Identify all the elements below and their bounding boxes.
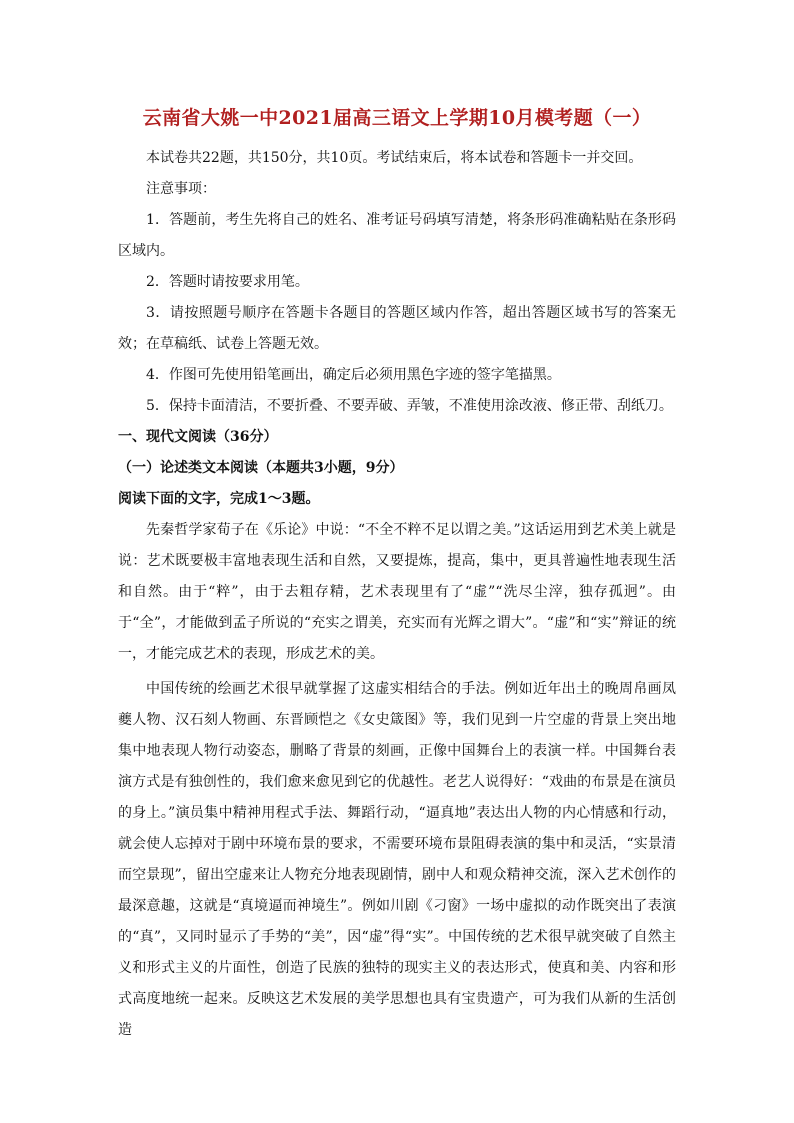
reading-instruction: 阅读下面的文字，完成1～3题。 xyxy=(118,491,320,507)
notice-item: 4．作图可先使用铅笔画出，确定后必须用黑色字迹的签字笔描黑。 xyxy=(146,367,561,383)
notice-item: 2．答题时请按要求用笔。 xyxy=(146,274,309,290)
intro-text: 本试卷共22题，共150分，共10页。考试结束后，将本试卷和答题卡一并交回。 xyxy=(146,150,643,166)
notice-item: 1．答题前，考生先将自己的姓名、准考证号码填写清楚，将条形码准确粘贴在条形码区域内。 xyxy=(118,212,676,259)
notice-item: 3．请按照题号顺序在答题卡各题目的答题区域内作答，超出答题区域书写的答案无效；在草稿纸、试卷上答题无效。 xyxy=(118,305,676,352)
passage-paragraph: 先秦哲学家荀子在《乐论》中说：“不全不粹不足以谓之美。”这话运用到艺术美上就是说：艺术既要极丰富地表现生活和自然，又要提炼，提高，集中，更具普遍性地表现生活和自然。由于“粹”，由于去粗存精，艺术表现里有了“虚”“洗尽尘滓，独存孤迥”。由于“全”，才能做到孟子所说的“充实之谓美，充实而有光辉之谓大”。“虚”和“实”辩证的统一，才能完成艺术的表现，形成艺术的美。 xyxy=(118,522,676,662)
subsection-heading: （一）论述类文本阅读（本题共3小题，9分） xyxy=(118,460,404,476)
notice-label: 注意事项： xyxy=(146,181,216,197)
notice-item: 5．保持卡面清洁，不要折叠、不要弄破、弄皱，不准使用涂改液、修正带、刮纸刀。 xyxy=(146,398,673,414)
section-heading: 一、现代文阅读（36分） xyxy=(118,429,278,445)
passage-paragraph: 中国传统的绘画艺术很早就掌握了这虚实相结合的手法。例如近年出土的晚周帛画凤夔人物、汉石刻人物画、东晋顾恺之《女史箴图》等，我们见到一片空虚的背景上突出地集中地表现人物行动姿态，删略了背景的刻画，正像中国舞台上的表演一样。中国舞台表演方式是有独创性的，我们愈来愈见到它的优越性。老艺人说得好：“戏曲的布景是在演员的身上。”演员集中精神用程式手法、舞蹈行动，“逼真地”表达出人物的内心情感和行动，就会使人忘掉对于剧中环境布景的要求，不需要环境布景阻碍表演的集中和灵活，“实景清而空景现”，留出空虚来让人物充分地表现剧情，剧中人和观众精神交流，深入艺术创作的最深意趣，这就是“真境逼而神境生”。例如川剧《刁窗》一场中虚拟的动作既突出了表演的“真”，又同时显示了手势的“美”，因“虚”得“实”。中国传统的艺术很早就突破了自然主义和形式主义的片面性，创造了民族的独特的现实主义的表达形式，使真和美、内容和形式高度地统一起来。反映这艺术发展的美学思想也具有宝贵遗产，可为我们从新的生活创造 xyxy=(118,681,676,1038)
document-title: 云南省大姚一中2021届高三语文上学期10月模考题（一） xyxy=(142,107,652,129)
